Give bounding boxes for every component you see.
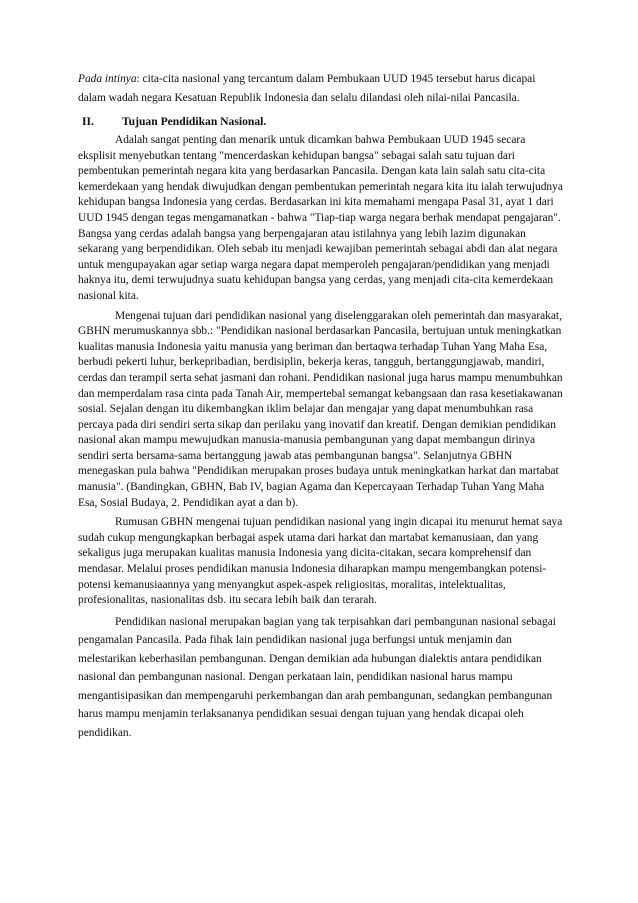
- body-paragraph: Mengenai tujuan dari pendidikan nasional yang diselenggarakan oleh pemerintah dan masyarakat, GBHN merumuskannya sbb.: "Pendidikan nasional berdasarkan Pancasila, bertujuan untuk meningkatkan kualitas manusia Indonesia yaitu manusia yang beriman dan bertaqwa terhadap Tuhan Yang Maha Esa, berbudi pekerti luhur, berkepribadian, berdisiplin, bekerja keras, tangguh, bertanggungjawab, mandiri, cerdas dan terampil serta sehat jasmani dan rohani. Pendidikan nasional juga harus mampu menumbuhkan dan memperdalam rasa cinta pada Tanah Air, mempertebal semangat kebangsaan dan rasa kesetiakawanan sosial. Sejalan dengan itu dikembangkan iklim belajar dan mengajar yang dapat menumbuhkan rasa percaya pada diri sendiri serta sikap dan perilaku yang inovatif dan kreatif. Dengan demikian pendidikan nasional akan mampu mewujudkan manusia-manusia pembangunan yang dapat membangun dirinya sendiri serta bersama-sama bertanggung jawab atas pembangunan bangsa". Selanjutnya GBHN menegaskan pula bahwa "Pendidikan merupakan proses budaya untuk meningkatkan harkat dan martabat manusia". (Bandingkan, GBHN, Bab IV, bagian Agama dan Kepercayaan Terhadap Tuhan Yang Maha Esa, Sosial Budaya, 2. Pendidikan ayat a dan b).: [78, 309, 563, 509]
- intro-paragraph: [78, 70, 564, 107]
- intro-text: : cita-cita nasional yang tercantum dalam Pembukaan UUD 1945 tersebut harus dicapai dalam wadah negara Kesatuan Republik Indonesia dan selalu dilandasi oleh nilai-nilai Pancasila.: [78, 73, 536, 104]
- document-page: [78, 70, 564, 746]
- section-number: II.: [82, 115, 94, 128]
- body-paragraph: Rumusan GBHN mengenai tujuan pendidikan nasional yang ingin dicapai itu menurut hemat saya sudah cukup mengungkapkan berbagai aspek utama dari harkat dan martabat kemanusiaan, dan yang sekaligus juga merupakan kualitas manusia Indonesia yang dicita-citakan, secara komprehensif dan mendasar. Melalui proses pendidikan manusia Indonesia diharapkan mampu mengembangkan potensi-potensi kemanusiaannya yang menyangkut aspek-aspek religiositas, moralitas, intelektualitas, profesionalitas, nasionalitas dsb. itu secara lebih baik dan terarah.: [78, 516, 563, 607]
- intro-lead: Pada intinya: [78, 73, 137, 85]
- section-heading: [78, 113, 564, 130]
- body-paragraph: Adalah sangat penting dan menarik untuk dicamkan bahwa Pembukaan UUD 1945 secara eksplisit menyebutkan tentang "mencerdaskan kehidupan bangsa" sebagai salah satu tujuan dari pembentukan pemerintah negara kita yang berdasarkan Pancasila. Dengan kata lain salah satu cita-cita kemerdekaan yang hendak diwujudkan dengan pembentukan pemerintah negara kita itu ialah terwujudnya kehidupan bangsa Indonesia yang cerdas. Berdasarkan ini kita memahami mengapa Pasal 31, ayat 1 dari UUD 1945 dengan tegas mengamanatkan - bahwa "Tiap-tiap warga negara berhak mendapat pengajaran". Bangsa yang cerdas adalah bangsa yang berpengajaran atau istilahnya yang lebih lazim digunakan sekarang yang berpendidikan. Oleh sebab itu menjadi kewajiban pemerintah sebagai abdi dan alat negara untuk mengupayakan agar setiap warga negara dapat memperoleh pengajaran/pendidikan yang menjadi haknya itu, demi terwujudnya suatu kehidupan bangsa yang cerdas, yang menjadi cita-cita kemerdekaan nasional kita.: [78, 134, 563, 302]
- body-paragraph: Pendidikan nasional merupakan bagian yang tak terpisahkan dari pembangunan nasional sebagai pengamalan Pancasila. Pada fihak lain pendidikan nasional juga berfungsi untuk menjamin dan melestarikan keberhasilan pembangunan. Dengan demikian ada hubungan dialektis antara pendidikan nasional dan pembangunan nasional. Dengan perkataan lain, pendidikan nasional harus mampu mengantisipasikan dan mempengaruhi perkembangan dan arah pembangunan, sedangkan pembangunan harus mampu menjamin terlaksananya pendidikan sesuai dengan tujuan yang hendak dicapai oleh pendidikan.: [78, 615, 556, 739]
- section-title: Tujuan Pendidikan Nasional.: [122, 115, 267, 128]
